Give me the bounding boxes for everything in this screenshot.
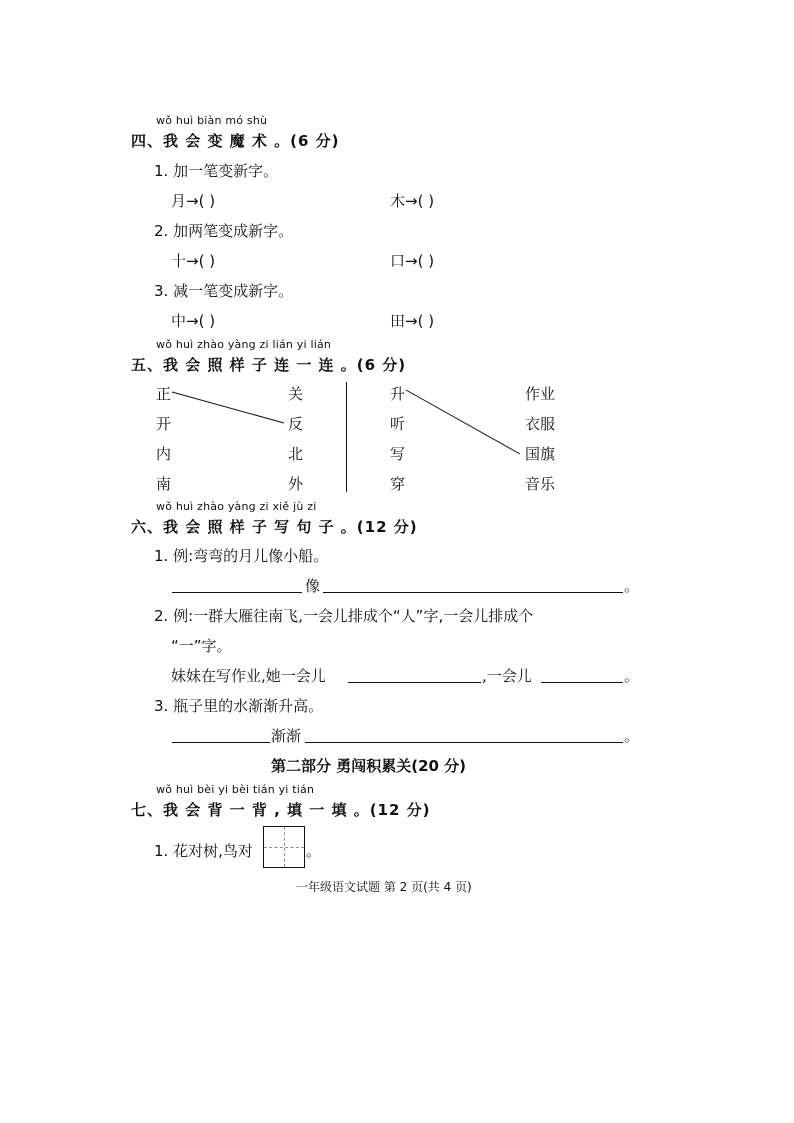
- grid-guide-vertical: [284, 827, 285, 867]
- q3-period: 。: [624, 727, 640, 745]
- match-right-noun[interactable]: 音乐: [525, 475, 556, 493]
- section4-q1: 1. 加一笔变新字。: [154, 162, 279, 180]
- section4-q1-blank-a[interactable]: 月→( ): [171, 192, 216, 210]
- section4-q3: 3. 减一笔变成新字。: [154, 282, 294, 300]
- match-right-verb[interactable]: 写: [390, 445, 406, 463]
- match-left-answer[interactable]: 北: [288, 445, 304, 463]
- section4-q3-blank-a[interactable]: 中→( ): [171, 312, 216, 330]
- match-left-answer[interactable]: 反: [288, 415, 304, 433]
- section6-q3: 3. 瓶子里的水渐渐升高。: [154, 697, 324, 715]
- q2-period: 。: [624, 667, 640, 685]
- section4-q3-blank-b[interactable]: 田→( ): [390, 312, 435, 330]
- example-line-left: [172, 392, 284, 423]
- example-line-right: [406, 390, 520, 454]
- match-left-word[interactable]: 南: [156, 475, 172, 493]
- match-right-noun[interactable]: 作业: [525, 385, 556, 403]
- match-right-verb[interactable]: 升: [390, 385, 406, 403]
- answer-line[interactable]: [172, 742, 270, 743]
- tianzi-grid-box[interactable]: [263, 826, 305, 868]
- section5-pinyin: wǒ huì zhào yàng zi lián yi lián: [156, 338, 332, 351]
- q1-period: 。: [624, 577, 640, 595]
- answer-line[interactable]: [172, 592, 302, 593]
- section4-q2-blank-a[interactable]: 十→( ): [171, 252, 216, 270]
- q3-connector-text: 渐渐: [271, 727, 302, 745]
- section6-q2-line2: “一”字。: [171, 637, 232, 655]
- section4-q2-blank-b[interactable]: 口→( ): [390, 252, 435, 270]
- section7-title: 七、我 会 背 一 背 , 填 一 填 。(12 分): [131, 801, 431, 819]
- section4-q1-blank-b[interactable]: 木→( ): [390, 192, 435, 210]
- section6-title: 六、我 会 照 样 子 写 句 子 。(12 分): [131, 518, 418, 536]
- section4-q2: 2. 加两笔变成新字。: [154, 222, 294, 240]
- section7-q1-text: 1. 花对树,鸟对: [154, 842, 253, 860]
- match-left-answer[interactable]: 外: [288, 475, 304, 493]
- match-right-noun[interactable]: 衣服: [525, 415, 556, 433]
- section6-pinyin: wǒ huì zhào yàng zi xiě jù zi: [156, 500, 317, 513]
- section4-title: 四、我 会 变 魔 术 。(6 分): [131, 132, 340, 150]
- section7-q1-period: 。: [306, 842, 322, 860]
- section6-q2-line1: 2. 例:一群大雁往南飞,一会儿排成个“人”字,一会儿排成个: [154, 607, 534, 625]
- match-right-noun[interactable]: 国旗: [525, 445, 556, 463]
- match-left-word[interactable]: 正: [156, 385, 172, 403]
- match-left-word[interactable]: 开: [156, 415, 172, 433]
- section7-pinyin: wǒ huì bèi yi bèi tián yi tián: [156, 783, 315, 796]
- match-left-word[interactable]: 内: [156, 445, 172, 463]
- section6-q1: 1. 例:弯弯的月儿像小船。: [154, 547, 329, 565]
- answer-line[interactable]: [541, 682, 623, 683]
- part2-title: 第二部分 勇闯积累关(20 分): [271, 757, 467, 775]
- page-footer: 一年级语文试题 第 2 页(共 4 页): [296, 880, 472, 894]
- answer-line[interactable]: [348, 682, 481, 683]
- section4-pinyin: wǒ huì biàn mó shù: [156, 114, 268, 127]
- answer-line[interactable]: [305, 742, 623, 743]
- match-right-verb[interactable]: 听: [390, 415, 406, 433]
- answer-line[interactable]: [323, 592, 623, 593]
- q2-connector-text: ,一会儿: [482, 667, 532, 685]
- q2-prompt-text: 妹妹在写作业,她一会儿: [171, 667, 326, 685]
- section5-title: 五、我 会 照 样 子 连 一 连 。(6 分): [131, 356, 407, 374]
- match-left-answer[interactable]: 关: [288, 385, 304, 403]
- match-right-verb[interactable]: 穿: [390, 475, 406, 493]
- q1-connector-text: 像: [305, 577, 321, 595]
